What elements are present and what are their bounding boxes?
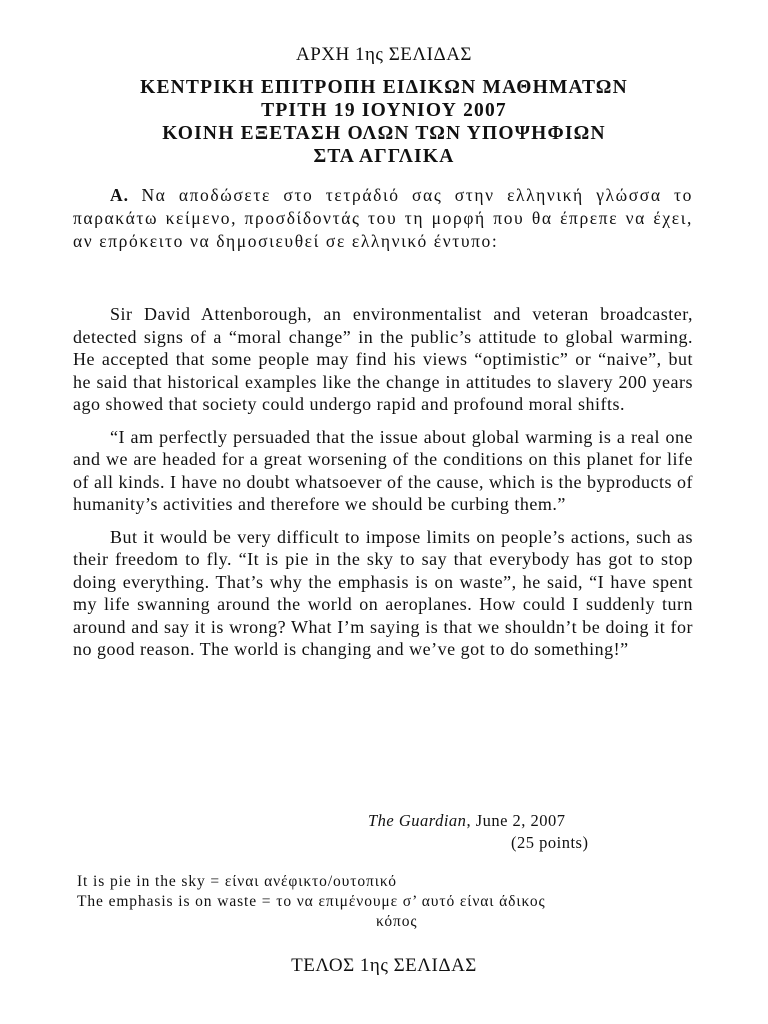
glossary-item-2: The emphasis is on waste = το να επιμένουμε σ’ αυτό είναι άδικος (77, 893, 546, 910)
page-start-header: ΑΡΧΗ 1ης ΣΕΛΙΔΑΣ (296, 44, 472, 65)
instruction-label: Α. (110, 185, 130, 205)
title-subject: ΣΤΑ ΑΓΓΛΙΚΑ (313, 146, 455, 167)
title-committee: ΚΕΝΤΡΙΚΗ ΕΠΙΤΡΟΠΗ ΕΙΔΙΚΩΝ ΜΑΘΗΜΑΤΩΝ (140, 77, 628, 98)
article-paragraph-1: Sir David Attenborough, an environmentalist and veteran broadcaster, detected signs of a “moral change” in the public’s attitude to global warming. He accepted that some people may find his views “optimistic” or “naive”, but he said that historical examples like the change in attitudes to slavery 200 years ago showed that society could undergo rapid and profound moral shifts. (73, 304, 693, 414)
glossary (77, 872, 717, 932)
article-paragraph-2: “I am perfectly persuaded that the issue about global warming is a real one and we are headed for a great worsening of the conditions on this planet for life of all kinds. I have no doubt whatsoever of the cause, which is the byproducts of humanity’s activities and therefore we should be curbing them.” (73, 426, 693, 514)
article-text (73, 303, 693, 671)
page-end-footer: ΤΕΛΟΣ 1ης ΣΕΛΙΔΑΣ (291, 955, 477, 976)
glossary-item-2-continuation: κόπος (376, 913, 418, 930)
exam-title-block (0, 76, 768, 168)
instruction-paragraph (73, 184, 693, 253)
glossary-item-1: It is pie in the sky = είναι ανέφικτο/ουτοπικό (77, 873, 397, 890)
instruction-text: Να αποδώσετε στο τετράδιό σας στην ελληνική γλώσσα το παρακάτω κείμενο, προσδίδοντάς του τη μορφή που θα έπρεπε να έχει, αν επρόκειτο να δημοσιευθεί σε ελληνικό έντυπο: (73, 185, 693, 251)
source-citation (368, 810, 628, 854)
source-publication: The Guardian (368, 811, 467, 830)
source-date: , June 2, 2007 (466, 811, 566, 830)
article-paragraph-3: But it would be very difficult to impose limits on people’s actions, such as their freedom to fly. “It is pie in the sky to say that everybody has got to stop doing everything. That’s why the emphasis is on waste”, he said, “I have spent my life swanning around the world on aeroplanes. How could I suddenly turn around and say it is wrong? What I’m saying is that we shouldn’t be doing it for no good reason. The world is changing and we’ve got to do something!” (73, 526, 693, 659)
title-date: ΤΡΙΤΗ 19 ΙΟΥΝΙΟΥ 2007 (261, 100, 507, 121)
points-value: (25 points) (511, 833, 589, 852)
title-exam: ΚΟΙΝΗ ΕΞΕΤΑΣΗ ΟΛΩΝ ΤΩΝ ΥΠΟΨΗΦΙΩΝ (162, 123, 606, 144)
